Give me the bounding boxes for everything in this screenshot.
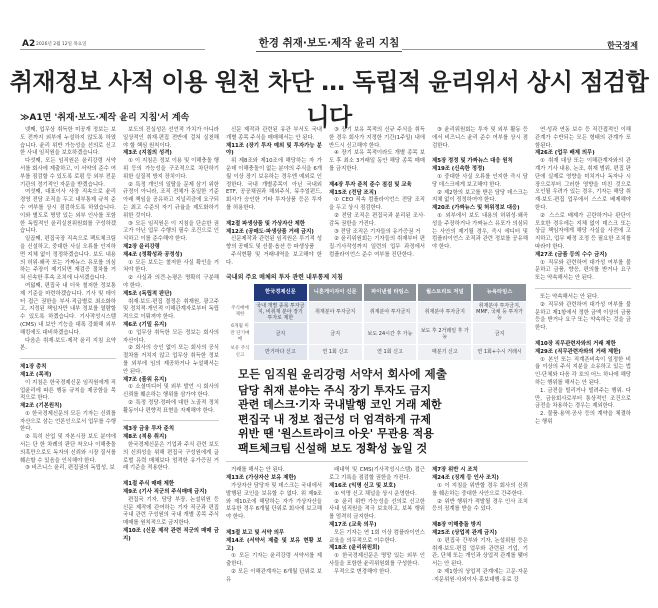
- paragraph: 보도의 진실성은 선언적 가치가 아니라 일상적인 취재·편집 전반에 걸쳐 실천해야 할 핵심 원칙이다.: [123, 127, 219, 149]
- paragraph: 다음은 취재·보도·제작 윤리 지침 요약본.: [20, 337, 116, 352]
- paragraph: ② 모든 이해관계자는 6개월 단위로 보유: [226, 568, 322, 583]
- article-subheading: 제1장 총칙: [20, 364, 47, 371]
- paragraph: ① 외부에서 보도 내용의 허위성·왜곡성을 주장하거나 가짜뉴스 유포가 의심되는 사안의 제기될 경우, 즉시 에디터 및 컴플라이언스 조직과 관련 정보를 공유해야 한다.: [432, 212, 528, 251]
- paragraph: 편집국 기자, 담당 부장, 논설위원 등 신문 제작에 관여하는 기자 직군과 편집국내 관련 구성원의 국내 개별 종목 주식 매매를 원칙적으로 금지한다.: [123, 496, 219, 527]
- table-cell: 금지: [254, 323, 307, 344]
- article-subheading: 제1절 주식 매매 제한: [123, 481, 175, 488]
- paragraph: ② 제1항의 상업적 관계에는 고문·자문·지문위원·사외이사·홍보대행·유료 강: [432, 568, 528, 583]
- article-subheading: 제8장 이해충돌 방지: [432, 522, 482, 529]
- article-subheading: 제10장 직무관련자와의 거래 제한: [535, 340, 616, 347]
- article-subheading: 제4장 투자 준칙 준수 점검 및 교육: [329, 181, 412, 188]
- paragraph: ③ 장기 보유 목적의 신규 주식을 취득한 경우 회사가 지정한 기간(1주일) 내에 반드시 신고해야 한다.: [329, 127, 425, 149]
- row-label: 6개월 미만 단기매매: [230, 324, 250, 343]
- paragraph: 위 제8조와 제10조에 해당하는 자 가운데 이해충돌이 없는 분야의 주식을 6개월 이상 장기 보유하는 경우엔 예외로 인정한다. 국내 개별종목이 아닌 국내외 ETF, 공공채권과 해외주식, 뮤추얼펀드, 회사가 승인한 기타 투자상품 등은 투자를 허용한다.: [226, 158, 322, 211]
- paragraph: ③ 전담 조직은 기자들의 유가증권 거: [334, 228, 421, 235]
- paragraph: ③ 모든 임직원은 이 지침을 단순한 권고가 아닌 업무 수행의 필수 조건으로 인식하고 이를 준수해야 한다.: [123, 220, 219, 243]
- paragraph: ② 사실과 의견·논평은 명확히 구분해야 한다.: [123, 275, 219, 289]
- table-cell: 연 1회 신고: [309, 345, 362, 360]
- paragraph: ② 직무와 관련하여 대가성 여부를 불문하고 제1항에서 정한 금액 이상의 금품 등을 받거나 요구 또는 약속하는 것을 금한다.: [535, 301, 631, 332]
- summary-box: [238, 366, 528, 457]
- text-column-1: [20, 127, 116, 473]
- article-subheading: 제3장 금융 투자 준칙: [123, 426, 175, 433]
- paragraph: ② 위반 행위가 적발될 경우 인사 조치 등의 징계를 받을 수 있다.: [432, 498, 528, 513]
- article-subheading: 제6조 (기밀 유지): [123, 321, 167, 328]
- column-header: 니혼게이자이 신문: [309, 284, 362, 301]
- paragraph: ② 윤리위원회는 기자들의 취재부터 편집·기사작성까지 일련의 업무 과정에서 컴플라이언스 준수 여부를 진단한다.: [329, 236, 425, 258]
- section-divider: [535, 288, 631, 289]
- corner-cell: [228, 284, 252, 301]
- text-column-2: [123, 127, 219, 544]
- paragraph: 신문제작과 관련된 임직원은 투기적 성향의 공매도 및 선물·옵션 등 파생상품: [226, 236, 322, 251]
- article-subheading: 제24조 (징계 등 인사 조치): [432, 475, 499, 482]
- paragraph: ① 소셜미디어 및 외부 발언 시 회사의 신뢰를 훼손하는 행위를 삼가야 한다.: [123, 384, 219, 399]
- article-subheading: 제8조 (적용 취지): [123, 434, 167, 441]
- column-header: 뉴욕타임스: [473, 284, 526, 301]
- paragraph: 신문 제작과 관련된 유관 부서도 국내 개별 종목 주식을 매매해서는 안 된다.: [226, 127, 322, 141]
- paragraph: 이 지침은 한국경제신문 임직원에게 직업윤리에 따른 행동 규칙을 제공함을 목적으로 한다.: [20, 379, 116, 402]
- article-subheading: 제18조 (윤리위원회): [329, 545, 380, 552]
- headline: 취재정보 사적 이용 원천 차단 … 독립적 윤리위서 상시 점검합니다: [9, 68, 649, 131]
- table-cell: 취재분야 투자금지, MMF, 국채 등 투자가능: [473, 302, 526, 323]
- article-subheading: 제25조 (상업적 관계 금지): [432, 530, 497, 536]
- table-cell: 취재분야 투자금지: [309, 302, 362, 323]
- table-cell: 보도 후 2거래일 후 가능: [418, 323, 471, 344]
- paragraph: ① 한국경제신문의 모든 기자는 신뢰를 자산으로 삼는 언론인으로서 업무를 수행한다.: [20, 410, 116, 433]
- article-subheading: 제15조 (전담 조직): [329, 189, 377, 196]
- article-subheading: 제5조 (독립적 판단): [123, 290, 172, 297]
- paragraph: 주식현황 및 거래내역을 보고해야 한다.: [226, 251, 322, 266]
- paragraph: 연·성과 연동 보수 등 직간접적인 이해관계가 수반되는 모든 형태의 관계가 포함된다.: [535, 127, 631, 149]
- paragraph: ② 스스로 배제가 곤란하거나 판단이 모호한 경우에는 지체 없이 데스크 또는 상급 책임자에게 해당 사실을 사전에 고지하고, 업무 배정 조정 등 필요한 조치를 따라야 한다.: [535, 212, 631, 250]
- bottom-center-columns: [226, 467, 528, 584]
- article-subheading: 제7조 (품위 유지): [123, 376, 167, 383]
- summary-line: 담당 취재 분야는 주식 장기 투자도 금지: [238, 383, 431, 397]
- top-center-columns: [226, 127, 528, 268]
- section-divider: [123, 420, 219, 421]
- paragraph: 또는 약속해서는 안 된다.: [540, 293, 599, 300]
- article-subheading: 제2조 (기본원칙): [20, 403, 62, 410]
- paragraph: 다섯째, 모든 임직원은 윤리강령 서약서를 회사에 제출하고, 이 서약의 준수 여부를 점검할 수 있도록 로펌 등 외부 전문기관의 정기적인 자문을 받겠습니다.: [20, 158, 116, 188]
- article-subheading: 제29조 (직무관련자와의 거래 제한): [535, 348, 621, 355]
- paragraph: ① 한국경제신문은 명망 있는 외부 인사들을 포함한 윤리위원회를 구성한다.: [329, 553, 425, 567]
- column-header: 파이낸셜 타임스: [364, 284, 417, 301]
- paragraph: 가상자산 담당자 및 데스크는 국내에서 발행된 코인을 보유할 수 없다. 위 제9조와 제10조에 해당하는 자가 가상자산을 보유한 경우 6개월 단위로 회사에 보고해야 한다.: [226, 483, 322, 521]
- article-subheading: 제17조 (교육 의무): [329, 522, 377, 528]
- table-cell: 금지: [473, 323, 526, 344]
- article-subheading: 제9조 (기사 직군의 주식매매 금지): [123, 489, 207, 496]
- paragraph: 1. 금전을 빌리거나 빌려주는 행위. 다만, 금융회사로부터 통상적인 조건으로 금전을 차용하는 경우는 제외한다.: [535, 387, 631, 410]
- table-cell: 금지: [309, 323, 362, 344]
- paragraph: ① CEO 직속 컴플라이언스 전담 조직을 두고 상시 점검한다.: [329, 197, 425, 212]
- infographic-title: 국내외 주요 매체의 투자 관련 내부통제 지침: [226, 273, 343, 281]
- table-cell: 매분기 신고: [418, 345, 471, 360]
- paragraph: ② 제2항의 보고를 받은 담당 데스크는 지체 없이 정정하여야 한다.: [432, 189, 528, 204]
- issue-date: 2026년 2월 12일 목요일: [36, 42, 87, 47]
- article-subheading: 제5장 정정 및 가짜뉴스 대응 원칙: [432, 158, 513, 165]
- paragraph: ① 이 지침은 정보 이용 및 이해충돌 행위 등의 가능성을 구조적으로 차단하기 위한 실질적 방지 장치이다.: [123, 158, 219, 180]
- paragraph: ② 전담 조직은 편집국과 분리된 조사·감독 권한을 가진다.: [329, 212, 425, 227]
- paragraph: 취재·보도·편집 결정은 취재원, 광고주 및 정치적·개인적 이해관계자로부터 독립적으로 이뤄져야 한다.: [123, 298, 219, 321]
- article-subheading: 제7장 위반 시 조치: [432, 467, 478, 474]
- paragraph: 여덟째, 편집국 내 더욱 철저한 정보통제 기준을 마련하겠습니다. 기사 및 데이터 접근 권한을 부서·직급별로 최소화하고, 지정된 책임자만 내부 정보를 열람할 수 있도록 하겠습니다. 기사작성시스템(CMS) 내 보안 기능을 대폭 강화해 외부 해킹에도 대비하겠습니다.: [20, 282, 116, 336]
- paragraph: 일곱째, 편집국장 직속으로 팩트체크팀을 신설하고, 중대한 사실 오류를 인지하면 지체 없이 정정하겠습니다. 보도 내용의 허위·왜곡 또는 가짜뉴스 유포를 의심하는 주장이 제기되면 재검증 절차를 거쳐 신속한 후속 조치에 나서겠습니다.: [20, 236, 116, 282]
- article-subheading: 제19조 (신속한 정정): [432, 166, 485, 173]
- summary-line: 편집국 내 정보 접근성 더 엄격하게 규제: [238, 412, 431, 426]
- center-block: [226, 127, 528, 585]
- paragraph: ③ 윤리위원회는 투자 및 외부 활동 등에서 비즈니스 윤리 준수 여부를 상시 점검한다.: [432, 127, 528, 149]
- section-divider: [20, 358, 116, 359]
- article-subheading: 제1조 (목적): [20, 371, 52, 378]
- paragraph: 한국경제신문은 기업과 주식 관련 보도의 신뢰성을 위해 편집국 구성원에게 글로벌 유력 매체보다 엄격한 유가증권 거래 기준을 적용한다.: [123, 442, 219, 472]
- table-cell: 반기마다 신고: [254, 345, 307, 360]
- table-row: [228, 345, 526, 360]
- media-comparison-table: [226, 283, 528, 361]
- paragraph: ① 모든 기자는 윤리강령 서약서를 제출한다.: [226, 553, 322, 568]
- summary-line: 팩트체크팀 신설해 보도 정확성 높일 것: [238, 441, 428, 455]
- paragraph: 여섯째, 대표이사 사장 직속으로 윤리경영 전담 조직을 두고 내부통제 규칙 준수 여부를 상시 점검하도록 하였습니다. 이와 별도로 명망 있는 외부 인사를 포함한 독립적인 윤리실천위원회를 구성하겠습니다.: [20, 189, 116, 235]
- paragraph: 무적으로 변경해야 한다.: [334, 568, 392, 575]
- article-subheading: 제27조 (금품 등의 수수 금지): [535, 251, 608, 258]
- article-subheading: 제4조 (정확성과 공정성): [123, 251, 183, 258]
- newspaper-brand: 한국경제: [607, 41, 638, 50]
- paragraph: ② 특정 개인의 일탈을 문제 삼기 위한 규정이 아니라, 조직 전체가 동일한 기준 아래 책임을 공유하고 지널리즘에 요구되는 최고 수준의 자기 규율을 제도화하기 위한 것이다.: [123, 181, 219, 219]
- column-header: 월스트리트 저널: [418, 284, 471, 301]
- paragraph: ① 중대한 사실 오류를 인지한 즉시 담당 데스크에게 보고해야 한다.: [432, 173, 528, 188]
- paragraph: ① 모든 보도는 철저한 사실 확인을 거쳐야 한다.: [123, 259, 219, 274]
- summary-heading: 모든 임직원 윤리강령 서약서 회사에 제출: [238, 366, 447, 381]
- table-cell: 연 1회+수시 거래시: [473, 345, 526, 360]
- article-subheading: 제3조 (지침의 성격): [123, 150, 172, 157]
- spacer: [432, 514, 528, 522]
- spacer: [226, 522, 322, 530]
- paragraph: ③ 비즈니스 윤리, 편집권의 독립성, 보: [25, 465, 115, 472]
- article-subheading: 제3절 보고 및 서약 의무: [226, 530, 285, 536]
- paragraph: 넷째, 업무상 취득한 미공개 정보는 보도 전까지 외부에 누설하지 않도록 하였습니다. 윤리 위반 가능성을 선의로 신고한 사내 임직원을 보호하겠습니다.: [20, 127, 116, 157]
- paragraph: ② 특정 정당·정파에 대한 노골적 정치 활동이나 편향적 표현을 자제해야 한다.: [123, 399, 219, 414]
- article-subheading: 제11조 (장기 투자 예외 및 투자가능 분야): [226, 142, 322, 157]
- paragraph: ④ 장기 보유 목적이라도 개별 종목 보도 후 최소 3거래일 동안 해당 종목 매매를 금지한다.: [329, 150, 425, 172]
- spacer: [535, 333, 631, 341]
- column-header: 한국경제신문: [254, 284, 307, 301]
- text-column-6: [535, 127, 631, 427]
- paragraph: ① 편집국 간부와 기자, 논설위원 등은 취재·보도·편집 업무와 관련된 기업, 기관, 단체 또는 개인과 상업적 관계를 맺어서는 안 된다.: [432, 537, 528, 568]
- paragraph: ① 익명 신고 채널을 상시 운영한다.: [334, 490, 417, 497]
- paragraph: 래내역 및 CMS(기사작성시스템) 접근 로그 기록을 점검할 권한을 가진다.: [329, 467, 425, 482]
- row-label: 주식매매 제한: [231, 305, 249, 317]
- table-cell: 취재분야 투자금지: [364, 302, 417, 323]
- article-subheading: 제12조 (공매도·파생상품 거래 금지): [226, 228, 314, 235]
- summary-line: 관련 데스크·기자 국내발행 코인 거래 제한: [238, 398, 442, 412]
- paragraph: ① 취재 대상 또는 이해관계자와의 관계가 기사 내용, 논조, 취재 범위, 편집 판단에 실제로 영향을 미치거나 독자나 시장으로부터 그러한 영향을 미친 것으로 오인될 우려가 있는 경우, 기자는 해당 취재·보도·편집 업무에서 스스로 배제해야 한다.: [535, 158, 631, 211]
- article-subheading: 제13조 (가상자산 보유 제한): [226, 475, 297, 482]
- paragraph: ① 업무상 취득한 모든 정보는 회사의 자산이다.: [123, 329, 219, 344]
- continued-from: ≫A1면 '취재·보도·제작 윤리 지침'서 계속: [20, 113, 190, 123]
- table-row: [228, 302, 526, 323]
- spacer: [226, 213, 322, 221]
- paragraph: ② 특히 산업 및 자본시장 보도 분야에서는 단 한 차례의 판단 착오나 이해충돌 의혹만으로도 독자의 신뢰와 시장 질서를 훼손할 수 있음을 인식해야 한다.: [20, 434, 116, 464]
- table-cell: 보도 24시간 후 가능: [364, 323, 417, 344]
- section-divider: [226, 461, 528, 462]
- paragraph: 모든 기자는 연 1회 이상 컴플라이언스 교육을 의무적으로 이수한다.: [329, 529, 425, 544]
- paragraph: 거래를 해서는 안 된다.: [231, 467, 285, 474]
- article-subheading: 제2장 윤리강령: [123, 243, 160, 250]
- article-subheading: 제2절 파생상품 및 가상자산 제한: [226, 220, 305, 227]
- spacer: [329, 174, 425, 182]
- paragraph: 2. 물품·용역·공사 등의 계약을 체결하는 행위: [535, 411, 631, 425]
- article-subheading: 제26조 (업무 배제 의무): [535, 150, 595, 157]
- section-title: [0, 35, 658, 50]
- row-label: 보유 주식 신고: [230, 346, 250, 358]
- section-title-text: 한경 취재·보도·제작 윤리 지침: [256, 37, 403, 52]
- paragraph: ① 본인 또는 직계존비속이 일정한 비율 이상의 주식 지분을 소유하고 있는 법인·단체와 다음 각 호의 어느 하나에 해당하는 행위를 해서는 안 된다.: [535, 356, 631, 386]
- article-subheading: 제20조 (가짜뉴스 및 허위정보 대응): [432, 205, 520, 212]
- article-subheading: 제16조 (익명 신고 및 보호): [329, 483, 396, 490]
- page-number: A2: [22, 39, 36, 49]
- table-cell: 연 1회 신고: [364, 345, 417, 360]
- table-cell: 취재분야 투자금지: [418, 302, 471, 323]
- article-subheading: 제14조 (서약서 제출 및 보유 현황 보고): [226, 537, 322, 552]
- paragraph: ① 직무와 관련하여 대가성 여부를 불문하고 금품, 향응, 편의를 받거나 요구 또는 약속해서는 안 된다.: [535, 259, 631, 282]
- paragraph: ② 윤리 위반 가능성을 선의로 신고한 사내 임직원을 적극 보호하고, 보복 행위를 엄격히 금지한다.: [329, 498, 425, 521]
- summary-line: 위반 땐 '원스트라이크 아웃' 무관용 적용: [238, 427, 434, 441]
- article-subheading: 제10조 (신문 제작 관련 직군의 매매 금지): [123, 528, 219, 542]
- paragraph: ② 회사의 승인 없이 또는 회사의 공식 절차를 거치지 않고 업무상 취득한 정보를 외부에 임의 제공하거나 누설해서는 안 된다.: [123, 345, 219, 375]
- paragraph: ① 이 지침을 위반할 경우 회사의 신뢰를 훼손하는 중대한 사안으로 간주한다.: [432, 483, 528, 497]
- table-row: [228, 323, 526, 344]
- table-cell: 국내 개별 종목 투자금지, 비취재 분야 장기 투자로 제한: [254, 302, 307, 323]
